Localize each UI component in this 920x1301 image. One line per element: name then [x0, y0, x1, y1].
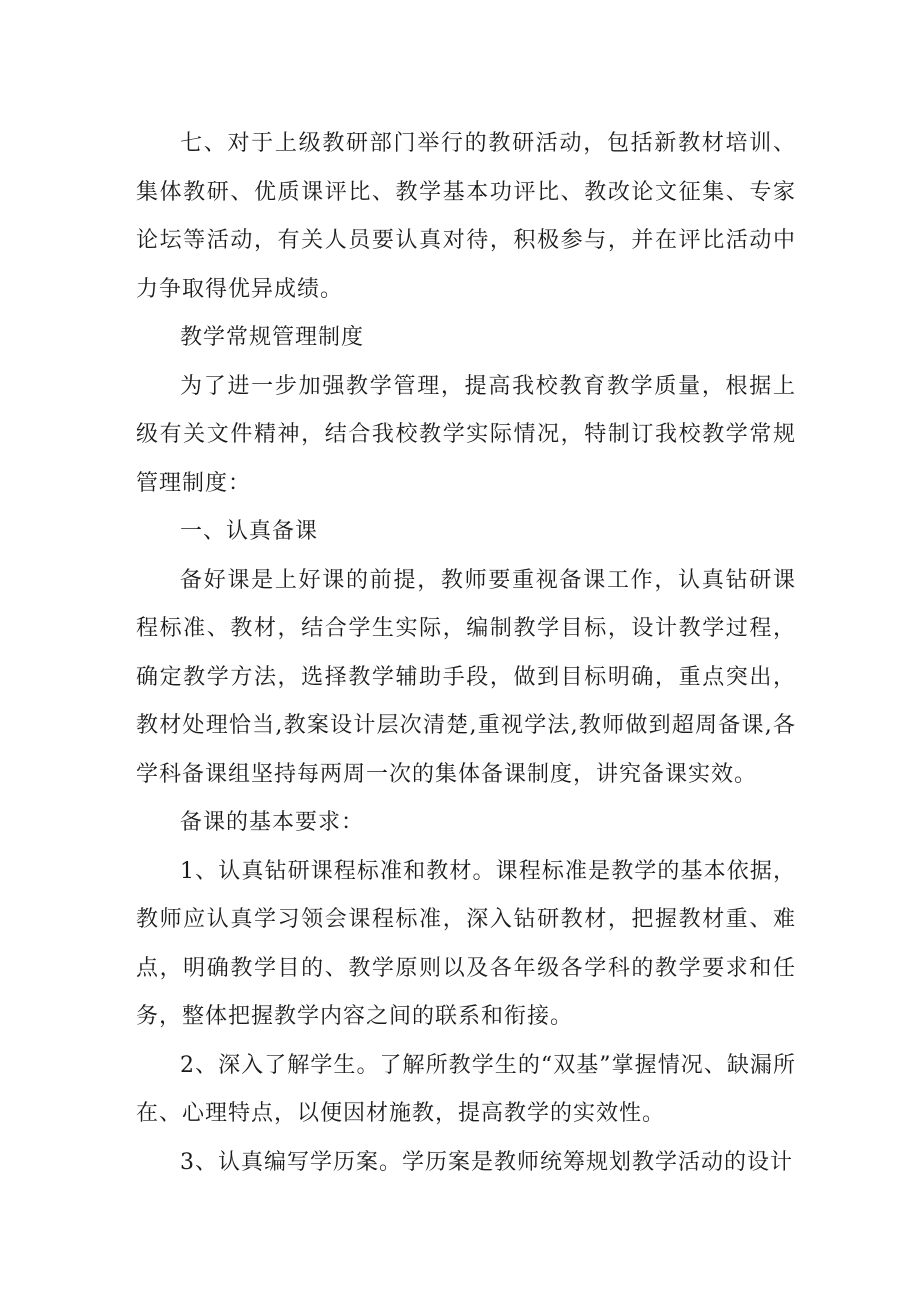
- paragraph-lesson-prep: 备好课是上好课的前提，教师要重视备课工作，认真钻研课程标准、教材，结合学生实际，编制教学目标，设计教学过程，确定教学方法，选择教学辅助手段，做到目标明确，重点突出，教材处理恰当,教案设计层次清楚,重视学法,教师做到超周备课,各学科备课组坚持每两周一次的集体备课制度，讲究备课实效。: [136, 567, 796, 787]
- paragraph-seven-research-activities: 七、对于上级教研部门举行的教研活动，包括新教材培训、集体教研、优质课评比、教学基本功评比、教改论文征集、专家论坛等活动，有关人员要认真对待，积极参与，并在评比活动中力争取得优异成绩。: [136, 131, 796, 302]
- heading-basic-requirements: 备课的基本要求：: [180, 810, 365, 835]
- paragraph-requirement-2: 2、深入了解学生。了解所教学生的“双基”掌握情况、缺漏所在、心理特点，以便因材施教，提高教学的实效性。: [136, 1052, 796, 1126]
- paragraph-requirement-1: 1、认真钻研课程标准和教材。课程标准是教学的基本依据，教师应认真学习领会课程标准，深入钻研教材，把握教材重、难点，明确教学目的、教学原则以及各年级各学科的教学要求和任务，整体把握教学内容之间的联系和衔接。: [136, 858, 796, 1029]
- document-body: [136, 120, 796, 1187]
- section-title-teaching-routine: 教学常规管理制度: [180, 325, 365, 350]
- paragraph-requirement-3: 3、认真编写学历案。学历案是教师统筹规划教学活动的设计: [180, 1149, 793, 1175]
- paragraph-intro: 为了进一步加强教学管理，提高我校教育教学质量，根据上级有关文件精神，结合我校教学实际情况，特制订我校教学常规管理制度：: [136, 373, 796, 496]
- heading-prepare-lessons: 一、认真备课: [180, 519, 319, 544]
